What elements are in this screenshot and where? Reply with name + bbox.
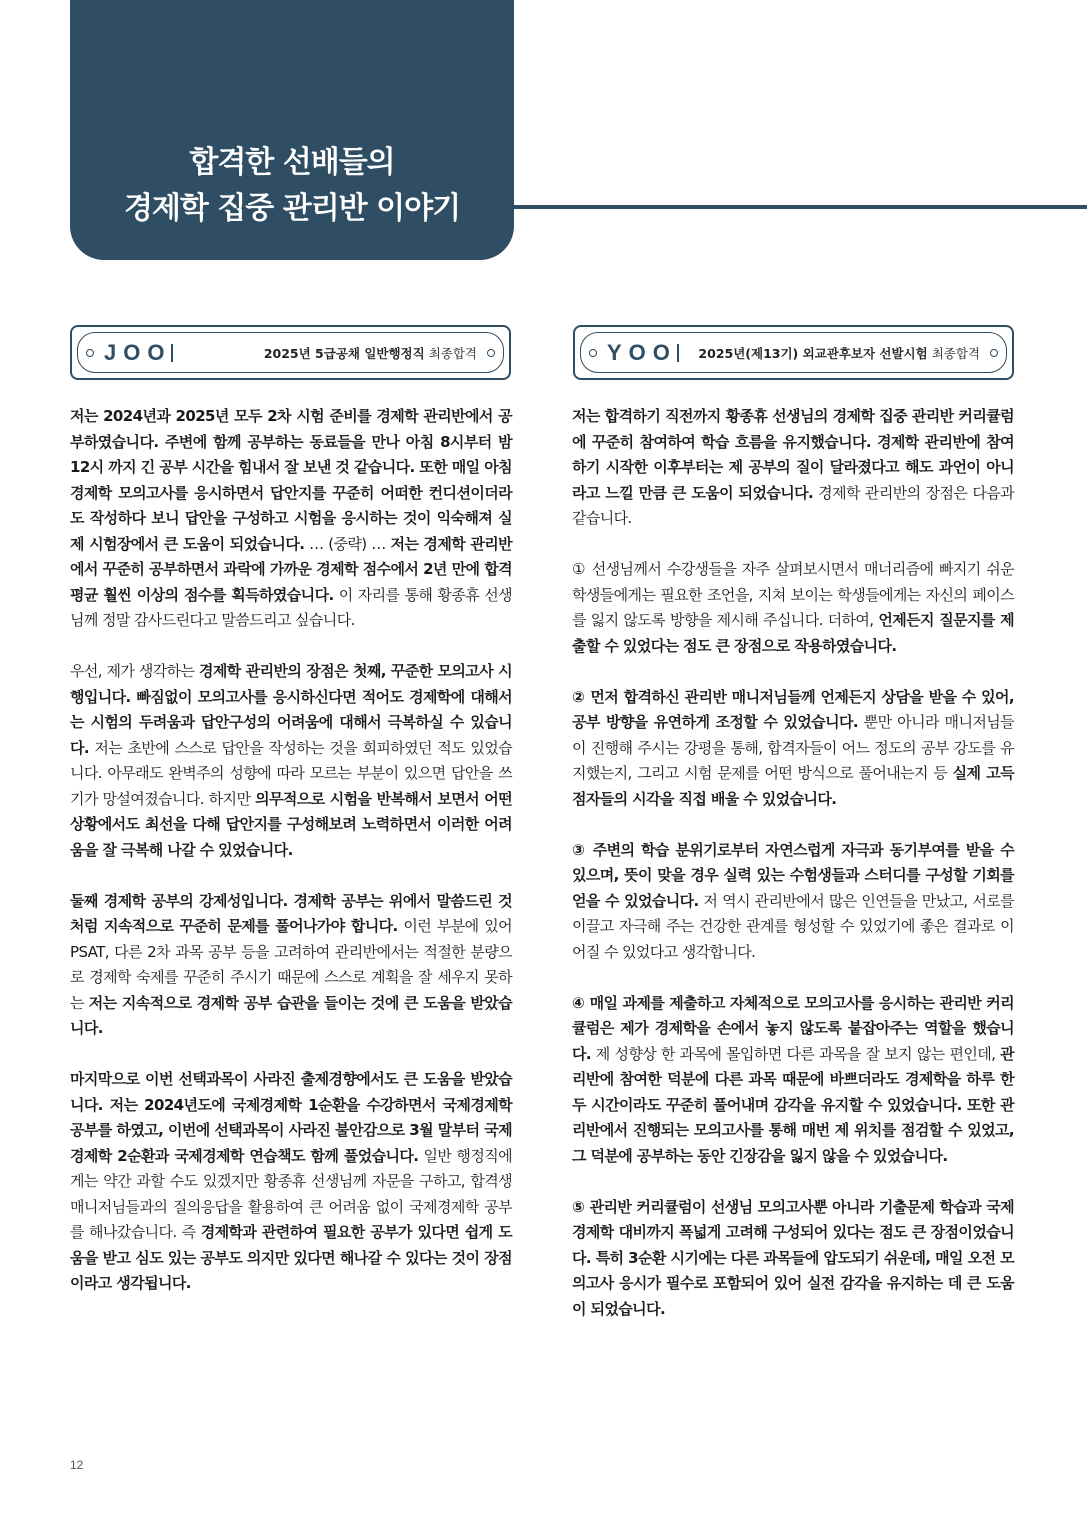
emphasis-text: 저는 지속적으로 경제학 공부 습관을 들이는 것에 큰 도움을 받았습니다.: [70, 993, 512, 1037]
paragraph: [572, 685, 1014, 813]
tag-frame: [580, 332, 1007, 373]
paragraph: [572, 991, 1014, 1170]
paragraph: [70, 889, 512, 1042]
ornament-dot-icon: [990, 349, 998, 357]
emphasis-text: ⑤ 관리반 커리큘럼이 선생님 모의고사뿐 아니라 기출문제 학습과 국제경제학 대비까지 폭넓게 고려해 구성되어 있다는 점도 큰 장점이었습니다. 특히 3순환 시기에는 다른 과목들에 압도되기 쉬운데, 매일 오전 모의고사 응시가 필수로 포함되어 있어 실전 감각을 유지하는 데 큰 도움이 되었습니다.: [572, 1197, 1014, 1318]
body-text: 저는 초반에 스스로 답안을 작성하는 것을 회피하였던 적도 있었습니다. 아무래도 완벽주의 성향에 따라 모르는 부분이 있으면 답안을 쓰기가 망설여졌습니다. 하지만: [70, 738, 512, 808]
body-text: 제 성향상 한 과목에 몰입하면 다른 과목을 잘 보지 않는 편인데,: [591, 1044, 1001, 1063]
paragraph: [572, 838, 1014, 966]
emphasis-text: 실제 고득점자들의 시각을 직접 배울 수 있었습니다.: [572, 764, 1014, 808]
body-text: 이런 부분에 있어 PSAT, 다른 2차 과목 공부 등을 고려하여 관리반에서는 적절한 분량으로 경제학 숙제를 꾸준히 주시기 때문에 스스로 계획을 잘 세우지 못하는: [70, 917, 512, 1012]
emphasis-text: 저는 합격하기 직전까지 황종휴 선생님의 경제학 집중 관리반 커리큘럼에 꾸준히 참여하여 학습 흐름을 유지했습니다. 경제학 관리반에 참여하기 시작한 이후부터는 제 공부의 질이 달라졌다고 해도 과언이 아니라고 느낄 만큼 큰 도움이 되었습니다.: [572, 407, 1014, 502]
exam-name: 2025년 5급공채 일반행정직: [263, 345, 425, 361]
ornament-dot-icon: [589, 349, 597, 357]
paragraph: [70, 659, 512, 863]
body-text: 이 자리를 통해 황종휴 선생님께 정말 감사드린다고 말씀드리고 싶습니다.: [70, 585, 512, 629]
divider: [677, 344, 679, 362]
emphasis-text: ② 먼저 합격하신 관리반 매니저님들께 언제든지 상담을 받을 수 있어, 공부 방향을 유연하게 조정할 수 있었습니다.: [572, 687, 1014, 731]
emphasis-text: 경제학 관리반의 장점은 첫째, 꾸준한 모의고사 시행입니다. 빠짐없이 모의고사를 응시하신다면 적어도 경제학에 대해서는 시험의 두려움과 답안구성의 어려움에 대해서 극복하실 수 있습니다.: [70, 662, 512, 757]
body-text: 저 역시 관리반에서 많은 인연들을 만났고, 서로를 이끌고 자극해 주는 건강한 관계를 형성할 수 있었기에 좋은 결과로 이어질 수 있었다고 생각합니다.: [572, 891, 1014, 961]
testimonial-tag-yoo: [573, 325, 1014, 380]
emphasis-text: 마지막으로 이번 선택과목이 사라진 출제경향에서도 큰 도움을 받았습니다. 저는 2024년도에 국제경제학 1순환을 수강하면서 국제경제학 공부를 하였고, 이번에 선택과목이 사라진 불안감으로 3월 말부터 국제경제학 2순환과 국제경제학 연습책도 함께 풀었습니다.: [70, 1070, 512, 1165]
ornament-dot-icon: [487, 349, 495, 357]
ornament-dot-icon: [86, 349, 94, 357]
tag-frame: [77, 332, 504, 373]
emphasis-text: 저는 경제학 관리반에서 꾸준히 공부하면서 과락에 가까운 경제학 점수에서 2년 만에 합격 평균 훨씬 이상의 점수를 획득하였습니다.: [70, 534, 512, 604]
body-text: … (중략) …: [304, 534, 391, 553]
emphasis-text: ④ 매일 과제를 제출하고 자체적으로 모의고사를 응시하는 관리반 커리큘럼은 제가 경제학을 손에서 놓지 않도록 붙잡아주는 역할을 했습니다.: [572, 993, 1014, 1063]
page-number: 12: [70, 1458, 84, 1472]
paragraph: [70, 1067, 512, 1297]
exam-name: 2025년(제13기) 외교관후보자 선발시험: [698, 345, 928, 361]
testimonial-body-joo: [70, 404, 512, 1322]
exam-result: [264, 344, 477, 362]
body-text: 경제학 관리반의 장점은 다음과 같습니다.: [572, 483, 1014, 527]
exam-status: 최종합격: [424, 345, 477, 361]
testimonial-body-yoo: [572, 404, 1014, 1348]
paragraph: [572, 557, 1014, 659]
page-title: [70, 140, 514, 232]
emphasis-text: 언제든지 질문지를 제출할 수 있었다는 점도 큰 장점으로 작용하였습니다.: [572, 611, 1014, 655]
page-title-line-1: 합격한 선배들의: [189, 145, 395, 180]
emphasis-text: 저는 2024년과 2025년 모두 2차 시험 준비를 경제학 관리반에서 공부하였습니다. 주변에 함께 공부하는 동료들을 만나 아침 8시부터 밤 12시 까지 긴 공부 시간을 힘내서 잘 보낸 것 같습니다. 또한 매일 아침 경제학 모의고사를 응시하면서 답안지를 꾸준히 어떠한 컨디션이더라도 작성하다 보니 답안을 구성하고 시험을 응시하는 것이 익숙해져 실제 시험장에서 큰 도움이 되었습니다.: [70, 407, 512, 553]
paragraph: [572, 1195, 1014, 1323]
author-name: YOO: [607, 339, 677, 365]
page-title-line-2: 경제학 집중 관리반 이야기: [123, 191, 461, 226]
emphasis-text: ③ 주변의 학습 분위기로부터 자연스럽게 자극과 동기부여를 받을 수 있으며, 뜻이 맞을 경우 실력 있는 수험생들과 스터디를 구성할 기회를 얻을 수 있었습니다.: [572, 840, 1014, 910]
emphasis-text: 경제학과 관련하여 필요한 공부가 있다면 쉽게 도움을 받고 심도 있는 공부도 의지만 있다면 해나갈 수 있다는 것이 장점이라고 생각됩니다.: [70, 1223, 512, 1292]
divider: [171, 344, 173, 362]
emphasis-text: 관리반에 참여한 덕분에 다른 과목 때문에 바쁘더라도 경제학을 하루 한두 시간이라도 꾸준히 풀어내며 감각을 유지할 수 있었습니다. 또한 관리반에서 진행되는 모의고사를 통해 매번 제 위치를 점검할 수 있었고, 그 덕분에 공부하는 동안 긴장감을 잃지 않을 수 있었습니다.: [572, 1044, 1014, 1165]
exam-result: [698, 344, 980, 362]
paragraph: [572, 404, 1014, 532]
author-name: JOO: [104, 339, 172, 365]
emphasis-text: 둘째 경제학 공부의 강제성입니다. 경제학 공부는 위에서 말씀드린 것처럼 지속적으로 꾸준히 문제를 풀어나가야 합니다.: [70, 891, 512, 935]
body-text: 우선, 제가 생각하는: [70, 662, 199, 680]
body-text: ① 선생님께서 수강생들을 자주 살펴보시면서 매너리즘에 빠지기 쉬운 학생들에게는 필요한 조언을, 지쳐 보이는 학생들에게는 자신의 페이스를 잃지 않도록 방향을 제시해 주십니다. 더하여,: [572, 560, 1014, 629]
paragraph: [70, 404, 512, 634]
body-text: 일반 행정직에게는 약간 과할 수도 있겠지만 황종휴 선생님께 자문을 구하고, 합격생 매니저님들과의 질의응답을 활용하여 큰 어려움 없이 국제경제학 공부를 해나갔습니다. 즉: [70, 1146, 512, 1241]
emphasis-text: 의무적으로 시험을 반복해서 보면서 어떤 상황에서도 최선을 다해 답안지를 구성해보려 노력하면서 이러한 어려움을 잘 극복해 나갈 수 있었습니다.: [70, 789, 512, 859]
testimonial-tag-joo: [70, 325, 511, 380]
title-rule: [514, 205, 1087, 209]
body-text: 뿐만 아니라 매니저님들이 진행해 주시는 강평을 통해, 합격자들이 어느 정도의 공부 강도를 유지했는지, 그리고 시험 문제를 어떤 방식으로 풀어내는지 등: [572, 713, 1015, 782]
exam-status: 최종합격: [927, 345, 980, 361]
